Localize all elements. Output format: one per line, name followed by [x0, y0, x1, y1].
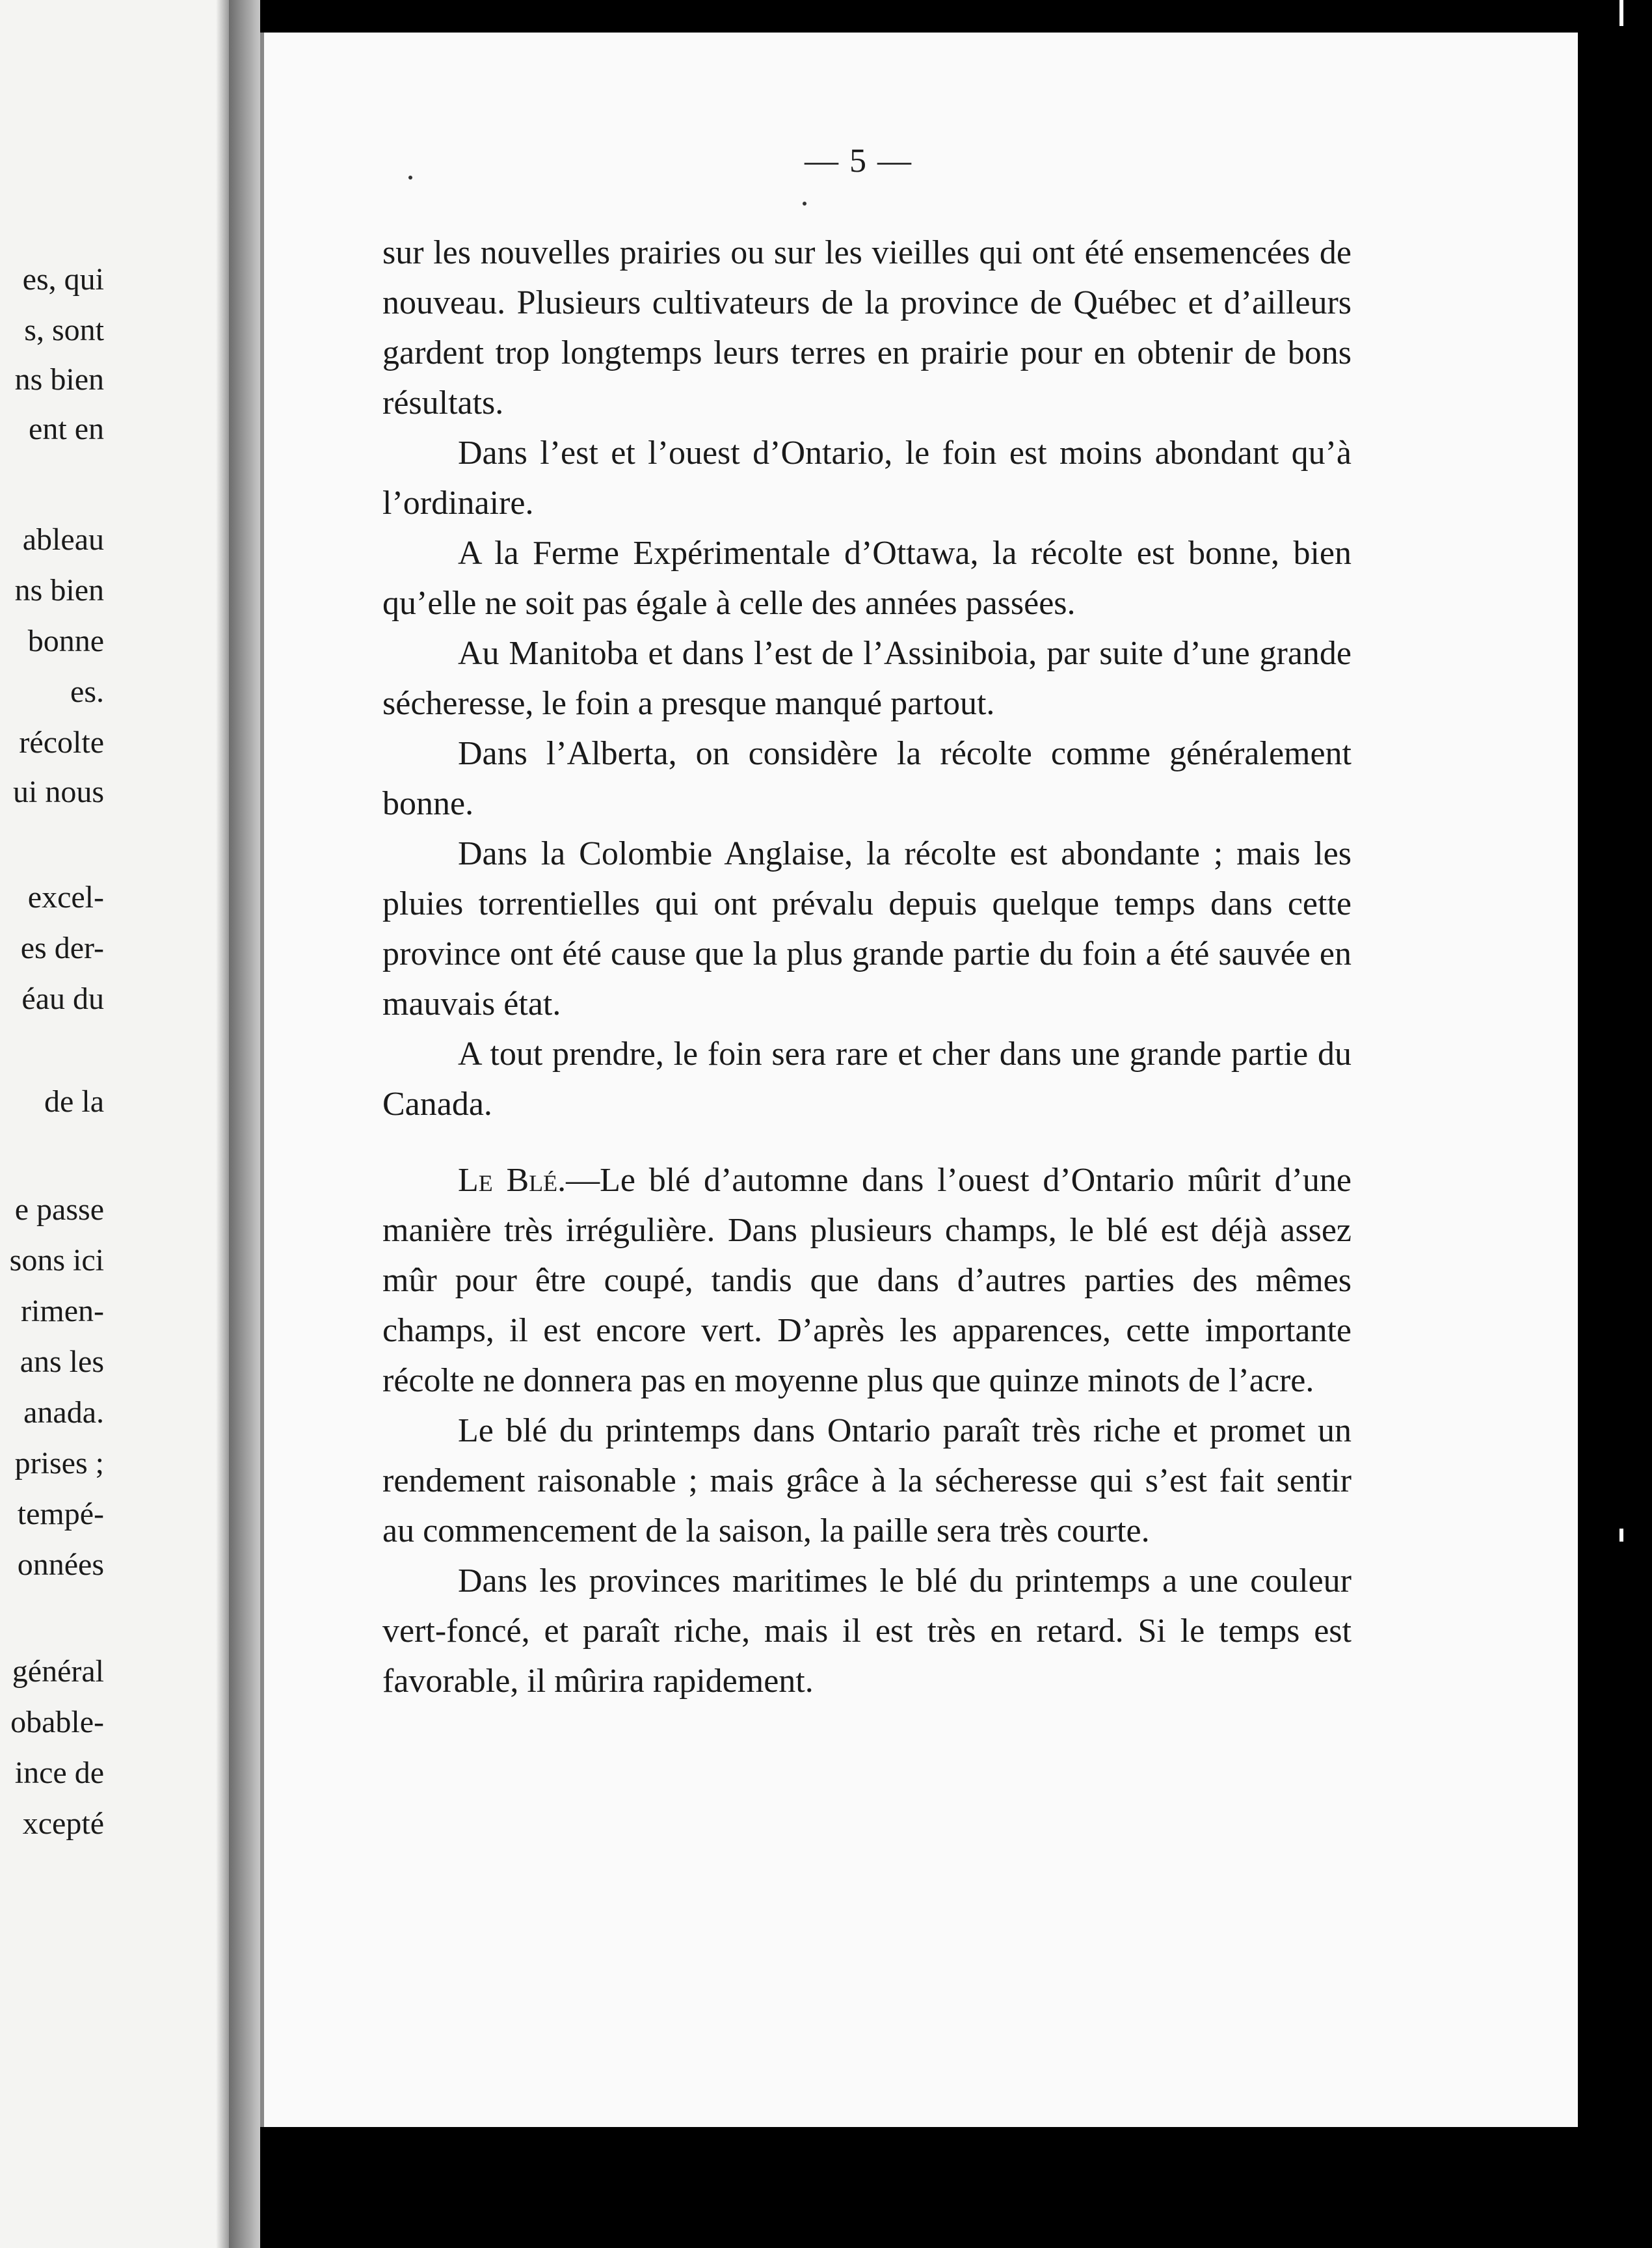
left-line: de la [44, 1084, 104, 1119]
ink-speck [408, 176, 412, 180]
paragraph-text: —Le blé d’automne dans l’ouest d’Ontario mûrit d’une manière très irrégulière. Dans plusieurs champs, le blé est déjà assez mûr pour être coupé, tandis que dans d’autres parties des mêmes champs, il est encore vert. D’après les apparences, cette importante récolte ne donnera pas en moyenne plus que quinze minots de l’acre. [382, 1162, 1352, 1399]
paragraph: Dans les provinces maritimes le blé du printemps a une couleur vert-foncé, et paraît riche, mais il est très en retard. Si le temps est favorable, il mûrira rapidement. [382, 1562, 1352, 1700]
left-line: sons ici [9, 1243, 104, 1278]
left-line: s, sont [24, 313, 104, 347]
ink-speck [803, 202, 806, 206]
body-text [382, 228, 1352, 1706]
left-line: rimen- [21, 1294, 104, 1328]
left-line: ince de [14, 1756, 104, 1790]
left-line: récolte [19, 725, 104, 760]
section-heading: Le Blé. [458, 1162, 566, 1199]
paragraph-le-ble [382, 1155, 1352, 1406]
left-line: ans les [20, 1345, 104, 1379]
scan-border [1578, 0, 1652, 2248]
paragraph: A la Ferme Expérimentale d’Ottawa, la récolte est bonne, bien qu’elle ne soit pas égale à celle des années passées. [382, 535, 1352, 622]
left-facing-page [0, 0, 229, 2248]
book-gutter [229, 0, 260, 2248]
edge-mark [1619, 0, 1623, 26]
left-line: e passe [14, 1192, 104, 1227]
paragraph: sur les nouvelles prairies ou sur les vieilles qui ont été ensemencées de nouveau. Plusieurs cultivateurs de la province de Québec et d’ailleurs gardent trop longtemps leurs terres en prairie pour en obtenir de bons résultats. [382, 234, 1352, 421]
left-line: ns bien [14, 573, 104, 608]
paragraph: Dans la Colombie Anglaise, la récolte est abondante ; mais les pluies torrentielles qui ont prévalu depuis quelque temps dans cette province ont été cause que la plus grande partie du foin a été sauvée en mauvais état. [382, 835, 1352, 1023]
edge-mark [1619, 1529, 1623, 1542]
left-line: excel- [27, 880, 104, 915]
scan-edge-marks [1619, 0, 1632, 2248]
left-line: xcepté [22, 1806, 104, 1841]
left-line: es. [70, 675, 104, 709]
left-line: obable- [10, 1705, 104, 1739]
left-line: ui nous [12, 775, 104, 809]
paragraph: Le blé du printemps dans Ontario paraît très riche et promet un rendement raisonable ; mais grâce à la sécheresse qui s’est fait sentir au commencement de la saison, la paille sera très courte. [382, 1412, 1352, 1549]
left-line: es der- [20, 931, 104, 965]
left-line: ableau [22, 522, 104, 557]
left-line: général [12, 1654, 104, 1689]
left-line: ns bien [14, 362, 104, 397]
paragraph: Dans l’est et l’ouest d’Ontario, le foin est moins abondant qu’à l’ordinaire. [382, 435, 1352, 522]
left-line: ent en [29, 412, 104, 446]
paragraph: Dans l’Alberta, on considère la récolte comme généralement bonne. [382, 735, 1352, 822]
left-line: bonne [27, 624, 104, 658]
paragraph: Au Manitoba et dans l’est de l’Assiniboia, par suite d’une grande sécheresse, le foin a presque manqué partout. [382, 635, 1352, 722]
left-line: onnées [17, 1547, 104, 1582]
paragraph: A tout prendre, le foin sera rare et cher dans une grande partie du Canada. [382, 1036, 1352, 1123]
left-line: es, qui [22, 262, 104, 297]
left-line: prises ; [14, 1446, 104, 1480]
left-line: tempé- [17, 1497, 104, 1531]
page-number: — 5 — [805, 142, 913, 180]
left-line: anada. [23, 1395, 104, 1430]
left-line: éau du [21, 982, 104, 1016]
